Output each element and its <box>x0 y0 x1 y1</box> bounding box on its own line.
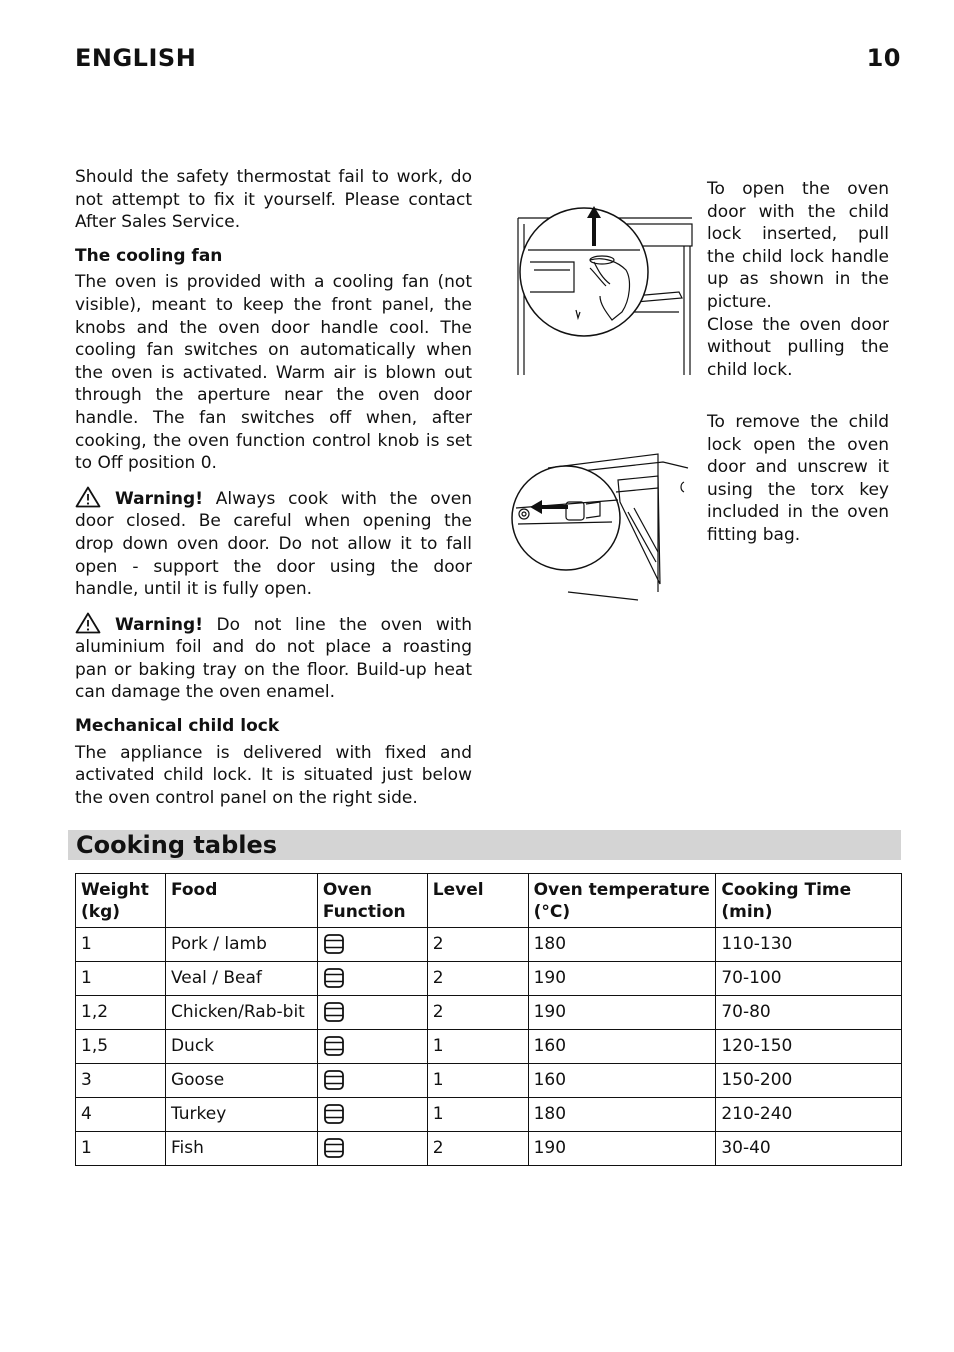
weight-cell: 1,5 <box>76 1030 166 1064</box>
level-cell: 1 <box>427 1030 528 1064</box>
level-cell: 2 <box>427 996 528 1030</box>
open-instructions <box>707 178 889 381</box>
table-row <box>76 962 902 996</box>
language-label: ENGLISH <box>75 44 197 72</box>
temperature-cell: 160 <box>528 1064 716 1098</box>
warning-label: Warning! <box>115 488 203 509</box>
top-bottom-heat-icon <box>323 967 345 989</box>
warning-text: Always cook with the oven door closed. Be careful when opening the drop down oven door. Do not allow it to fall open - support the door using the door handle, until it is fully open. <box>75 488 472 600</box>
cooking-time-cell: 70-100 <box>716 962 902 996</box>
food-cell: Pork / lamb <box>165 928 317 962</box>
temperature-cell: 180 <box>528 928 716 962</box>
warning-text: Do not line the oven with aluminium foil and do not place a roasting pan or baking tray on the floor. Build-up heat can damage the oven enamel. <box>75 614 472 703</box>
top-bottom-heat-icon <box>323 933 345 955</box>
section-title: Cooking tables <box>76 831 278 859</box>
remove-instruction: To remove the child lock open the oven door and unscrew it using the torx key included in the oven fitting bag. <box>707 412 889 545</box>
temperature-cell: 190 <box>528 1132 716 1166</box>
weight-cell: 4 <box>76 1098 166 1132</box>
level-cell: 2 <box>427 962 528 996</box>
column-header: Cooking Time (min) <box>716 874 902 928</box>
oven-function-cell <box>317 928 427 962</box>
temperature-cell: 190 <box>528 996 716 1030</box>
food-cell: Duck <box>165 1030 317 1064</box>
temperature-cell: 190 <box>528 962 716 996</box>
open-instruction-2: Close the oven door without pulling the child lock. <box>707 314 889 380</box>
oven-function-cell <box>317 1030 427 1064</box>
column-header: Weight (kg) <box>76 874 166 928</box>
column-header: Food <box>165 874 317 928</box>
weight-cell: 1 <box>76 962 166 996</box>
cooking-time-cell: 110-130 <box>716 928 902 962</box>
warning-label: Warning! <box>115 614 203 635</box>
table-row <box>76 1098 902 1132</box>
level-cell: 2 <box>427 928 528 962</box>
temperature-cell: 160 <box>528 1030 716 1064</box>
warning-block-1 <box>75 486 472 601</box>
table-row <box>76 928 902 962</box>
cooking-time-cell: 120-150 <box>716 1030 902 1064</box>
left-column <box>75 166 472 820</box>
weight-cell: 1 <box>76 1132 166 1166</box>
food-cell: Veal / Beaf <box>165 962 317 996</box>
warning-triangle-icon <box>75 612 101 634</box>
table-header-row <box>76 874 902 928</box>
child-lock-heading: Mechanical child lock <box>75 716 280 737</box>
warning-triangle-icon <box>75 486 101 508</box>
top-bottom-heat-icon <box>323 1035 345 1057</box>
open-instruction-1: To open the oven door with the child lock inserted, pull the child lock handle up as shown in the picture. <box>707 179 889 312</box>
child-lock-remove-illustration <box>508 452 698 602</box>
level-cell: 2 <box>427 1132 528 1166</box>
level-cell: 1 <box>427 1098 528 1132</box>
cooking-table <box>75 873 902 1166</box>
child-lock-paragraph: The appliance is delivered with fixed and activated child lock. It is situated just below the oven control panel on the right side. <box>75 742 472 808</box>
oven-function-cell <box>317 996 427 1030</box>
cooking-time-cell: 210-240 <box>716 1098 902 1132</box>
cooking-time-cell: 70-80 <box>716 996 902 1030</box>
column-header: Oven temperature (°C) <box>528 874 716 928</box>
cooking-time-cell: 150-200 <box>716 1064 902 1098</box>
oven-function-cell <box>317 1132 427 1166</box>
level-cell: 1 <box>427 1064 528 1098</box>
top-bottom-heat-icon <box>323 1103 345 1125</box>
table-row <box>76 996 902 1030</box>
page-number: 10 <box>866 44 901 72</box>
weight-cell: 1 <box>76 928 166 962</box>
top-bottom-heat-icon <box>323 1001 345 1023</box>
table-row <box>76 1064 902 1098</box>
warning-block-2 <box>75 612 472 704</box>
child-lock-open-illustration <box>514 200 694 378</box>
cooling-fan-heading: The cooling fan <box>75 245 223 266</box>
food-cell: Fish <box>165 1132 317 1166</box>
cooling-fan-paragraph: The oven is provided with a cooling fan (not visible), meant to keep the front panel, the knobs and the oven door handle cool. The cooling fan switches on automatically when the oven is activated. Warm air is blown out through the aperture near the oven door handle. The fan switches off when, after cooking, the oven function control knob is set to Off position 0. <box>75 272 472 474</box>
top-bottom-heat-icon <box>323 1137 345 1159</box>
oven-function-cell <box>317 962 427 996</box>
weight-cell: 1,2 <box>76 996 166 1030</box>
food-cell: Chicken/Rab-bit <box>165 996 317 1030</box>
table-row <box>76 1132 902 1166</box>
top-bottom-heat-icon <box>323 1069 345 1091</box>
food-cell: Goose <box>165 1064 317 1098</box>
cooking-time-cell: 30-40 <box>716 1132 902 1166</box>
table-row <box>76 1030 902 1064</box>
temperature-cell: 180 <box>528 1098 716 1132</box>
oven-function-cell <box>317 1064 427 1098</box>
column-header: Level <box>427 874 528 928</box>
oven-function-cell <box>317 1098 427 1132</box>
intro-paragraph: Should the safety thermostat fail to work, do not attempt to fix it yourself. Please contact After Sales Service. <box>75 167 472 233</box>
column-header: Oven Function <box>317 874 427 928</box>
section-header <box>68 830 901 860</box>
weight-cell: 3 <box>76 1064 166 1098</box>
remove-instructions <box>707 411 889 547</box>
food-cell: Turkey <box>165 1098 317 1132</box>
